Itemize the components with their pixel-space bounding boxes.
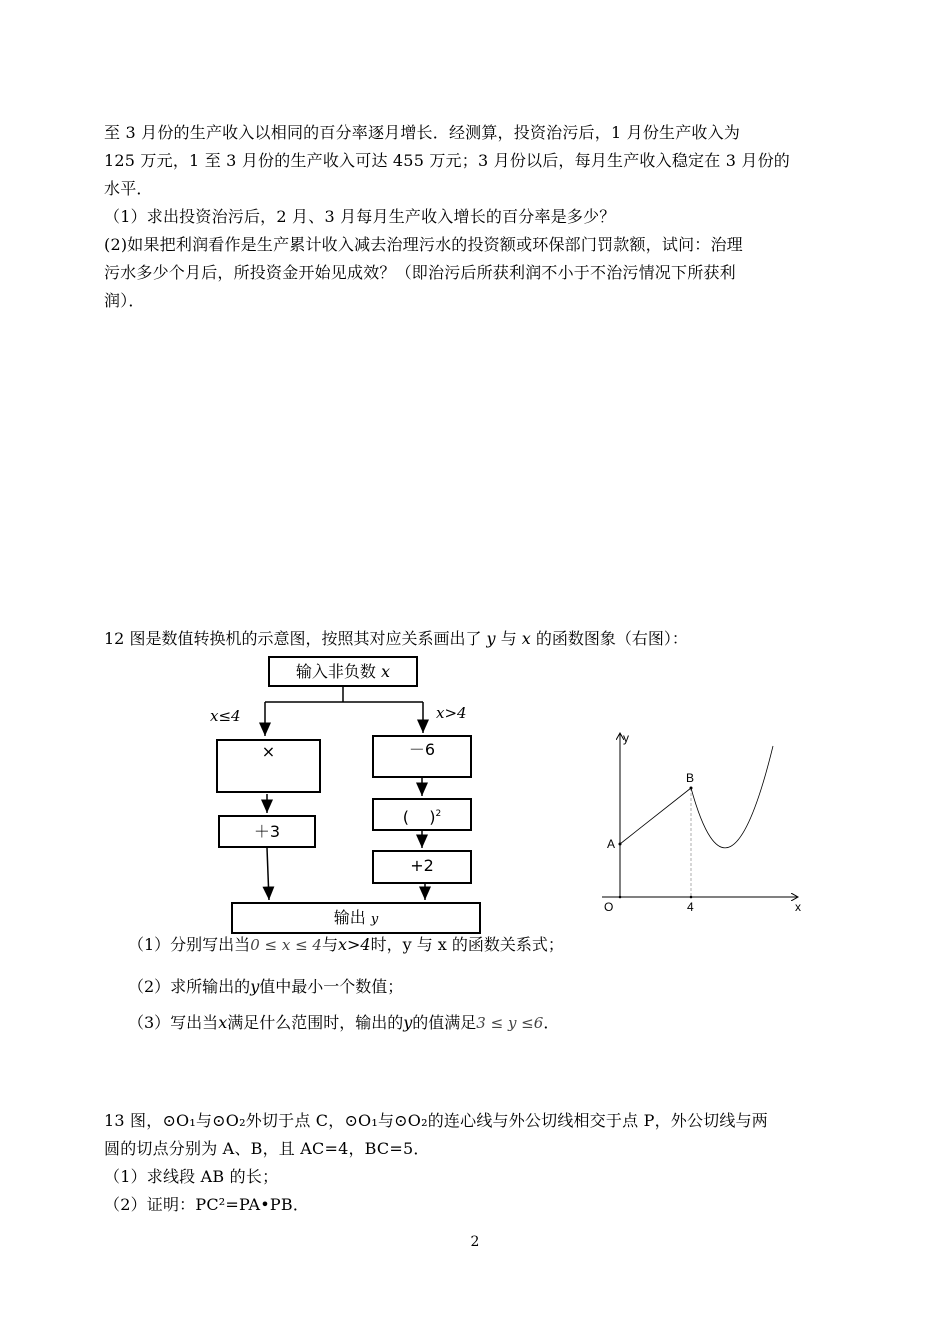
flow-right-square-box <box>372 798 472 831</box>
function-graph <box>590 728 820 923</box>
page-number: 2 <box>470 1234 480 1250</box>
graph-label-a: A <box>607 837 616 851</box>
q12-title-y: y <box>486 629 496 648</box>
q12-sub3-pre: （3）写出当 <box>128 1013 219 1032</box>
q12-sub3-var: x <box>218 1013 228 1032</box>
q12-sub3-mid: 满足什么范围时，输出的 <box>227 1013 404 1032</box>
q11-part-2-line-3: 润）． <box>104 291 145 310</box>
flow-left-condition: x≤4 <box>210 707 241 725</box>
q12-sub-2 <box>128 974 403 997</box>
q12-sub1-mid: 与 <box>321 935 338 954</box>
graph-parabola-curve <box>691 746 773 848</box>
flow-left-add-box <box>218 815 316 848</box>
q13-text-line-2: 圆的切点分别为 A、B，且 AC=4，BC=5． <box>104 1139 430 1158</box>
q13-text-line-1: 13 图，⊙O₁与⊙O₂外切于点 C，⊙O₁与⊙O₂的连心线与外公切线相交于点 P，外公切线与两 <box>104 1111 768 1130</box>
flow-left-op1: × <box>261 742 276 761</box>
q13-part-2: （2）证明：PC²=PA•PB． <box>104 1195 310 1214</box>
q12-sub3-var2: y <box>403 1013 413 1032</box>
q12-title-mid: 与 <box>500 629 517 648</box>
q11-part-2-line-2: 污水多少个月后，所投资金开始见成效？（即治污后所获利润不小于不治污情况下所获利 <box>104 263 736 282</box>
q12-sub2-var: y <box>250 977 260 996</box>
q12-sub1-post: 时，y 与 x 的函数关系式； <box>370 935 564 954</box>
graph-y-label: y <box>623 731 629 745</box>
flow-right-condition: x>4 <box>436 704 467 722</box>
graph-tick-4-dot <box>690 896 693 899</box>
q12-title-pre: 12 图是数值转换机的示意图，按照其对应关系画出了 <box>104 629 482 648</box>
q12-sub-3 <box>128 1010 559 1033</box>
q12-sub3-cond: 3 ≤ y ≤6 <box>476 1014 544 1032</box>
flow-right-op2: ( ) <box>402 807 436 827</box>
graph-point-a <box>619 843 622 846</box>
q12-sub3-mid2: 的值满足 <box>412 1013 477 1032</box>
graph-x-label: x <box>795 900 801 914</box>
q11-text-line-1: 至 3 月份的生产收入以相同的百分率逐月增长．经测算，投资治污后，1 月份生产收入为 <box>104 123 741 142</box>
flow-input-label: 输入非负数 <box>295 662 376 681</box>
flow-output-label: 输出 <box>333 908 366 927</box>
q13-part-1: （1）求线段 AB 的长； <box>104 1167 279 1186</box>
q12-title-post: 的函数图象（右图）： <box>535 629 688 648</box>
graph-tick-4-label: 4 <box>687 900 694 914</box>
q12-sub1-pre: （1）分别写出当 <box>128 935 251 954</box>
q12-sub-1 <box>128 932 564 955</box>
flow-right-add-box <box>372 850 472 884</box>
flow-left-op2: ＋3 <box>253 822 281 841</box>
q12-sub2-post: 值中最小一个数值； <box>259 977 404 996</box>
q12-title-x: x <box>521 629 531 648</box>
q11-text-line-2: 125 万元，1 至 3 月份的生产收入可达 455 万元；3 月份以后，每月生产收入稳定在 3 月份的 <box>104 151 790 170</box>
flow-right-subtract-box <box>372 735 472 778</box>
graph-origin-dot <box>619 896 622 899</box>
q11-part-1: （1）求出投资治污后，2 月、3 月每月生产收入增长的百分率是多少？ <box>104 207 616 226</box>
graph-point-b <box>690 787 693 790</box>
q12-sub1-cond: 0 ≤ x ≤ 4 <box>250 936 322 954</box>
graph-origin-label: O <box>604 900 614 914</box>
q12-sub3-post: ． <box>543 1013 560 1032</box>
q11-text-line-3: 水平． <box>104 179 153 198</box>
graph-label-b: B <box>686 771 695 785</box>
flow-input-box <box>268 656 418 687</box>
q12-sub2-pre: （2）求所输出的 <box>128 977 251 996</box>
flow-left-multiply-box <box>216 739 321 793</box>
flow-output-var: y <box>370 912 379 927</box>
flow-right-op2-sup: 2 <box>435 809 442 819</box>
graph-segment-ab <box>620 788 691 844</box>
flow-input-var: x <box>381 662 391 681</box>
flow-output-box <box>231 902 481 934</box>
flow-right-op3: +2 <box>410 856 434 875</box>
flow-right-op1: －6 <box>408 740 436 759</box>
q12-sub1-cond2: x>4 <box>337 935 371 954</box>
q11-part-2-line-1: (2)如果把利润看作是生产累计收入减去治理污水的投资额或环保部门罚款额，试问：治理 <box>104 235 743 254</box>
